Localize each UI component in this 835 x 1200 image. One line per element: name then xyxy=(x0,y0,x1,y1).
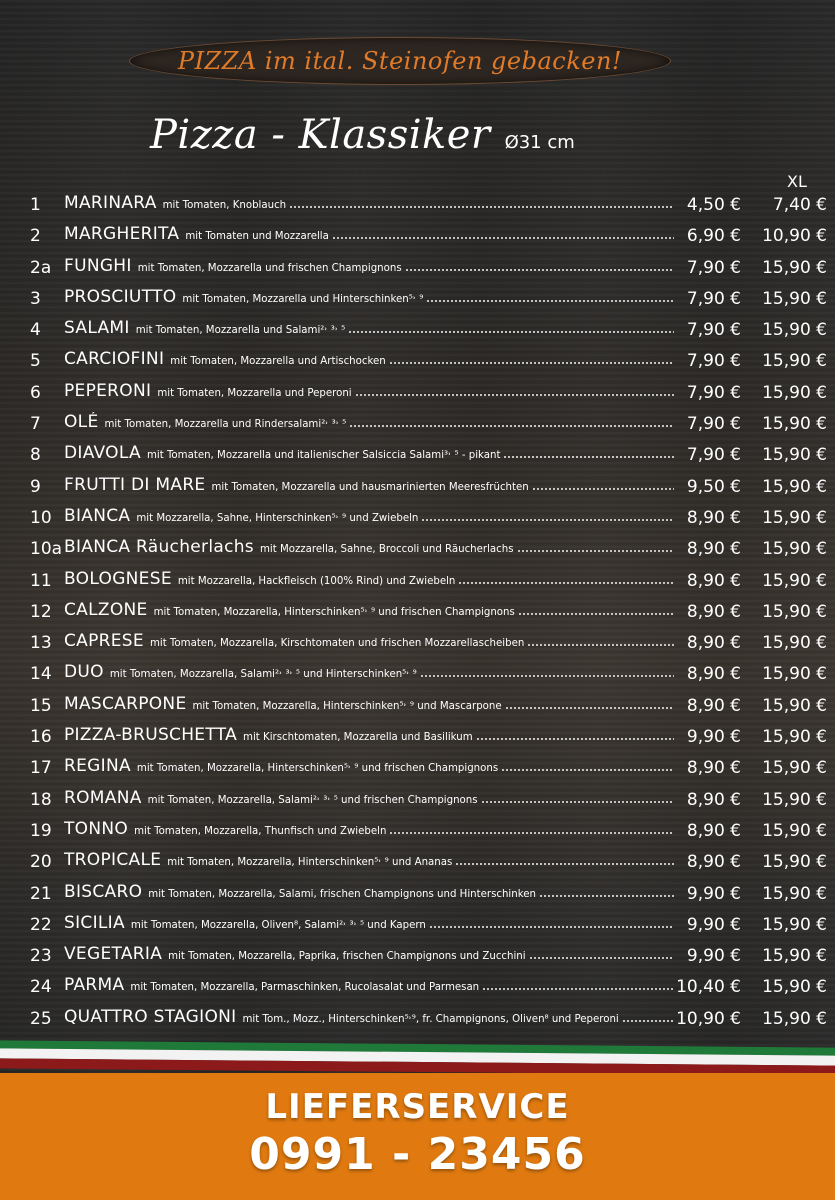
dot-leader xyxy=(421,519,674,521)
item-number: 19 xyxy=(30,820,52,841)
dot-leader xyxy=(389,832,674,834)
dot-leader xyxy=(518,613,674,615)
item-number: 2 xyxy=(30,226,41,247)
dot-leader xyxy=(517,550,674,552)
menu-item xyxy=(0,410,835,441)
item-description: mit Kirschtomaten, Mozzarella und Basilikum xyxy=(243,732,473,744)
item-line xyxy=(64,694,674,714)
item-line xyxy=(64,224,674,244)
item-line xyxy=(64,256,674,276)
menu-item xyxy=(0,347,835,378)
item-price-xl: 15,90 € xyxy=(762,320,827,341)
item-number: 4 xyxy=(30,320,41,341)
item-line xyxy=(64,349,674,369)
item-number: 20 xyxy=(30,852,52,873)
item-price-xl: 15,90 € xyxy=(762,539,827,560)
delivery-service-label: LIEFERSERVICE xyxy=(265,1087,570,1127)
menu-item xyxy=(0,598,835,629)
menu-item xyxy=(0,911,835,942)
dot-leader xyxy=(532,488,674,490)
menu-item xyxy=(0,285,835,316)
dot-leader xyxy=(481,801,674,803)
item-name: MASCARPONE xyxy=(64,693,187,714)
item-line xyxy=(64,443,674,463)
item-price: 8,90 € xyxy=(686,507,741,528)
item-price: 10,90 € xyxy=(676,1008,741,1029)
item-price-xl: 15,90 € xyxy=(762,445,827,466)
item-description: mit Mozzarella, Hackfleisch (100% Rind) und Zwiebeln xyxy=(177,575,456,587)
item-name: MARGHERITA xyxy=(64,224,180,245)
item-description: mit Tomaten, Mozzarella und italienischer Salsiccia Salami³˒ ⁵ - pikant xyxy=(146,450,501,462)
item-number: 17 xyxy=(30,758,52,779)
item-line xyxy=(64,975,674,995)
item-description: mit Tomaten, Mozzarella, Hinterschinken⁵˒ ⁹ und Mascarpone xyxy=(192,700,502,712)
menu-item xyxy=(0,473,835,504)
item-price-xl: 15,90 € xyxy=(762,883,827,904)
item-name: CARCIOFINI xyxy=(64,349,165,370)
item-number: 18 xyxy=(30,789,52,810)
item-name: VEGETARIA xyxy=(64,944,163,965)
item-number: 22 xyxy=(30,914,52,935)
menu-item xyxy=(0,222,835,253)
dot-leader xyxy=(501,769,674,771)
item-price-xl: 10,90 € xyxy=(762,226,827,247)
item-number: 25 xyxy=(30,1008,52,1029)
dot-leader xyxy=(505,707,674,709)
item-price-xl: 15,90 € xyxy=(762,382,827,403)
item-price-xl: 15,90 € xyxy=(762,852,827,873)
menu-item xyxy=(0,848,835,879)
pizza-menu-list xyxy=(0,191,835,1036)
dot-leader xyxy=(289,206,674,208)
item-price: 7,90 € xyxy=(686,351,741,372)
item-description: mit Tom., Mozz., Hinterschinken⁵˒⁹, fr. Champignons, Oliven⁸ und Peperoni xyxy=(242,1013,619,1025)
item-price-xl: 15,90 € xyxy=(762,414,827,435)
item-price: 8,90 € xyxy=(686,789,741,810)
item-description: mit Mozzarella, Sahne, Broccoli und Räucherlachs xyxy=(259,544,514,556)
dot-leader xyxy=(429,926,674,928)
item-line xyxy=(64,569,674,589)
menu-item xyxy=(0,629,835,660)
xl-column-header: XL xyxy=(787,172,807,191)
item-price-xl: 15,90 € xyxy=(762,789,827,810)
item-description: mit Tomaten, Mozzarella, Salami²˒ ³˒ ⁵ und frischen Champignons xyxy=(147,794,478,806)
item-line xyxy=(64,506,674,526)
item-number: 15 xyxy=(30,695,52,716)
item-name: PROSCIUTTO xyxy=(64,286,177,307)
dot-leader xyxy=(503,456,674,458)
item-price-xl: 15,90 € xyxy=(762,695,827,716)
item-price-xl: 15,90 € xyxy=(762,758,827,779)
item-line xyxy=(64,1007,674,1027)
item-number: 10a xyxy=(30,539,63,560)
dot-leader xyxy=(348,331,674,333)
item-line xyxy=(64,913,674,933)
item-line xyxy=(64,475,674,495)
item-price: 8,90 € xyxy=(686,539,741,560)
item-number: 24 xyxy=(30,977,52,998)
item-description: mit Tomaten, Mozzarella, Hinterschinken⁵˒ ⁹ und Ananas xyxy=(167,857,453,869)
item-name: CALZONE xyxy=(64,599,148,620)
item-line xyxy=(64,850,674,870)
dot-leader xyxy=(405,269,674,271)
item-price-xl: 15,90 € xyxy=(762,820,827,841)
item-name: FRUTTI DI MARE xyxy=(64,474,206,495)
item-price: 9,50 € xyxy=(686,476,741,497)
item-price-xl: 15,90 € xyxy=(762,727,827,748)
menu-item xyxy=(0,880,835,911)
item-line xyxy=(64,788,674,808)
menu-item xyxy=(0,379,835,410)
item-name: CAPRESE xyxy=(64,631,144,652)
phone-number[interactable]: 0991 - 23456 xyxy=(249,1129,586,1180)
dot-leader xyxy=(426,300,674,302)
item-name: DIAVOLA xyxy=(64,443,141,464)
item-number: 10 xyxy=(30,507,52,528)
item-name: BISCARO xyxy=(64,881,143,902)
item-price-xl: 15,90 € xyxy=(762,476,827,497)
menu-item xyxy=(0,942,835,973)
item-description: mit Tomaten, Mozzarella, Paprika, frischen Champignons und Zucchini xyxy=(168,951,526,963)
size-label: Ø31 cm xyxy=(504,132,575,153)
dot-leader xyxy=(420,675,674,677)
item-name: SICILIA xyxy=(64,912,125,933)
item-number: 6 xyxy=(30,382,41,403)
dot-leader xyxy=(332,237,674,239)
item-name: PARMA xyxy=(64,975,125,996)
item-name: FUNGHI xyxy=(64,255,132,276)
menu-item xyxy=(0,817,835,848)
item-number: 2a xyxy=(30,257,52,278)
item-description: mit Tomaten, Mozzarella und Peperoni xyxy=(157,387,352,399)
item-price: 7,90 € xyxy=(686,382,741,403)
item-description: mit Tomaten, Mozzarella, Kirschtomaten und frischen Mozzarellascheiben xyxy=(149,638,525,650)
dot-leader xyxy=(458,582,674,584)
menu-item xyxy=(0,692,835,723)
item-line xyxy=(64,944,674,964)
item-name: BIANCA Räucherlachs xyxy=(64,537,254,558)
dot-leader xyxy=(539,895,674,897)
item-price: 8,90 € xyxy=(686,570,741,591)
item-price: 9,90 € xyxy=(686,946,741,967)
item-description: mit Tomaten, Mozzarella, Thunfisch und Zwiebeln xyxy=(134,825,387,837)
item-number: 9 xyxy=(30,476,41,497)
item-number: 5 xyxy=(30,351,41,372)
menu-item xyxy=(0,786,835,817)
dot-leader xyxy=(455,863,674,865)
menu-item xyxy=(0,754,835,785)
item-name: BIANCA xyxy=(64,505,131,526)
item-price: 8,90 € xyxy=(686,852,741,873)
item-name: PEPERONI xyxy=(64,380,152,401)
dot-leader xyxy=(476,738,674,740)
item-number: 23 xyxy=(30,946,52,967)
item-description: mit Tomaten, Mozzarella, Salami²˒ ³˒ ⁵ und Hinterschinken⁵˒ ⁹ xyxy=(109,669,417,681)
item-description: mit Tomaten, Mozzarella, Hinterschinken⁵˒ ⁹ und frischen Champignons xyxy=(153,606,515,618)
item-price-xl: 15,90 € xyxy=(762,601,827,622)
menu-item xyxy=(0,1005,835,1036)
item-description: mit Tomaten und Mozzarella xyxy=(185,231,329,243)
item-line xyxy=(64,662,674,682)
menu-item xyxy=(0,723,835,754)
item-price: 8,90 € xyxy=(686,758,741,779)
item-price: 7,90 € xyxy=(686,288,741,309)
item-number: 3 xyxy=(30,288,41,309)
item-price-xl: 15,90 € xyxy=(762,664,827,685)
menu-item xyxy=(0,504,835,535)
menu-item xyxy=(0,567,835,598)
item-price-xl: 15,90 € xyxy=(762,507,827,528)
item-price: 7,90 € xyxy=(686,414,741,435)
item-price-xl: 7,40 € xyxy=(772,195,827,215)
item-line xyxy=(64,882,674,902)
section-header xyxy=(150,112,575,158)
menu-item xyxy=(0,660,835,691)
menu-item xyxy=(0,254,835,285)
item-price: 9,90 € xyxy=(686,883,741,904)
item-description: mit Tomaten, Mozzarella und frischen Champignons xyxy=(137,262,402,274)
item-price-xl: 15,90 € xyxy=(762,1008,827,1029)
item-line xyxy=(64,193,674,213)
item-number: 13 xyxy=(30,633,52,654)
item-price: 10,40 € xyxy=(676,977,741,998)
item-price-xl: 15,90 € xyxy=(762,914,827,935)
menu-item xyxy=(0,441,835,472)
item-price-xl: 15,90 € xyxy=(762,257,827,278)
menu-item xyxy=(0,316,835,347)
item-price: 6,90 € xyxy=(686,226,741,247)
item-price-xl: 15,90 € xyxy=(762,351,827,372)
item-price: 7,90 € xyxy=(686,320,741,341)
dot-leader xyxy=(349,425,674,427)
item-description: mit Tomaten, Mozzarella und hausmarinierten Meeresfrüchten xyxy=(211,481,529,493)
item-name: BOLOGNESE xyxy=(64,568,172,589)
item-price: 8,90 € xyxy=(686,820,741,841)
item-name: PIZZA-BRUSCHETTA xyxy=(64,725,238,746)
item-number: 1 xyxy=(30,195,41,215)
item-name: OLÉ xyxy=(64,412,99,433)
item-price: 7,90 € xyxy=(686,257,741,278)
item-number: 14 xyxy=(30,664,52,685)
item-number: 12 xyxy=(30,601,52,622)
item-line xyxy=(64,631,674,651)
dot-leader xyxy=(389,362,674,364)
item-name: TONNO xyxy=(64,818,129,839)
dot-leader xyxy=(529,957,674,959)
item-description: mit Tomaten, Mozzarella, Hinterschinken⁵˒ ⁹ und frischen Champignons xyxy=(136,763,499,775)
item-description: mit Tomaten, Mozzarella, Salami, frischen Champignons und Hinterschinken xyxy=(148,888,536,900)
item-price: 9,90 € xyxy=(686,727,741,748)
item-line xyxy=(64,412,674,432)
item-line xyxy=(64,381,674,401)
item-line xyxy=(64,756,674,776)
item-line xyxy=(64,819,674,839)
item-description: mit Tomaten, Mozzarella und Rindersalami²˒ ³˒ ⁵ xyxy=(104,419,347,431)
item-price: 4,50 € xyxy=(686,195,741,215)
item-name: ROMANA xyxy=(64,787,142,808)
item-price: 8,90 € xyxy=(686,664,741,685)
item-price: 9,90 € xyxy=(686,914,741,935)
item-line xyxy=(64,318,674,338)
slogan-text: PIZZA im ital. Steinofen gebacken! xyxy=(177,47,623,75)
item-description: mit Tomaten, Mozzarella und Salami²˒ ³˒ ⁵ xyxy=(135,325,346,337)
dot-leader xyxy=(355,394,674,396)
item-description: mit Tomaten, Knoblauch xyxy=(162,200,287,211)
item-name: DUO xyxy=(64,662,104,683)
item-description: mit Tomaten, Mozzarella und Artischocken xyxy=(170,356,386,368)
item-price-xl: 15,90 € xyxy=(762,977,827,998)
dot-leader xyxy=(527,644,674,646)
item-description: mit Mozzarella, Sahne, Hinterschinken⁵˒ ⁹ und Zwiebeln xyxy=(136,512,419,524)
slogan-banner xyxy=(129,37,671,85)
section-title: Pizza - Klassiker xyxy=(150,112,491,158)
item-name: SALAMI xyxy=(64,318,130,339)
item-number: 8 xyxy=(30,445,41,466)
item-price: 8,90 € xyxy=(686,695,741,716)
item-price-xl: 15,90 € xyxy=(762,288,827,309)
dot-leader xyxy=(482,988,674,990)
item-number: 16 xyxy=(30,727,52,748)
delivery-footer xyxy=(0,1073,835,1200)
item-price-xl: 15,90 € xyxy=(762,570,827,591)
item-line xyxy=(64,725,674,745)
dot-leader xyxy=(622,1020,674,1022)
item-description: mit Tomaten, Mozzarella, Parmaschinken, Rucolasalat und Parmesan xyxy=(130,982,480,994)
item-price: 7,90 € xyxy=(686,445,741,466)
item-number: 21 xyxy=(30,883,52,904)
item-description: mit Tomaten, Mozzarella, Oliven⁸, Salami²˒ ³˒ ⁵ und Kapern xyxy=(130,919,426,931)
item-line xyxy=(64,287,674,307)
item-number: 7 xyxy=(30,414,41,435)
item-name: REGINA xyxy=(64,756,131,777)
item-name: TROPICALE xyxy=(64,850,162,871)
menu-item xyxy=(0,973,835,1004)
item-price: 8,90 € xyxy=(686,633,741,654)
item-price: 8,90 € xyxy=(686,601,741,622)
item-name: MARINARA xyxy=(64,193,157,213)
item-line xyxy=(64,537,674,557)
item-name: QUATTRO STAGIONI xyxy=(64,1006,237,1027)
item-number: 11 xyxy=(30,570,52,591)
item-line xyxy=(64,600,674,620)
item-price-xl: 15,90 € xyxy=(762,633,827,654)
menu-item xyxy=(0,191,835,222)
item-description: mit Tomaten, Mozzarella und Hinterschinken⁵˒ ⁹ xyxy=(182,293,424,305)
item-price-xl: 15,90 € xyxy=(762,946,827,967)
menu-item xyxy=(0,535,835,566)
